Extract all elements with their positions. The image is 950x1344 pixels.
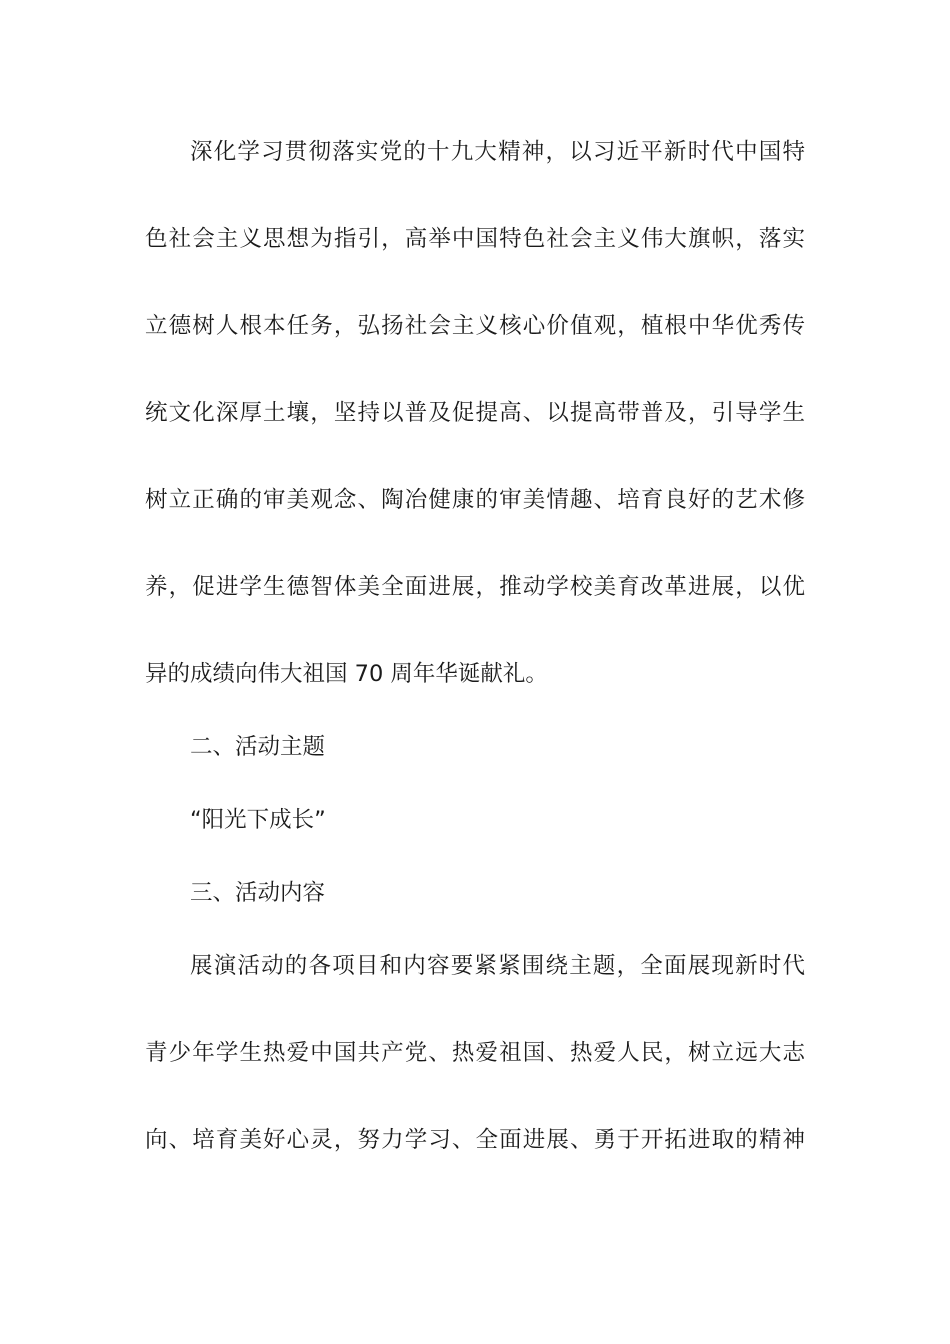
section-heading-content: 三、活动内容 bbox=[190, 880, 326, 906]
paragraph-line: 异的成绩向伟大祖国 70 周年华诞献礼。 bbox=[145, 661, 548, 687]
paragraph-line: 青少年学生热爱中国共产党、热爱祖国、热爱人民，树立远大志 bbox=[145, 1040, 805, 1066]
paragraph-line: 展演活动的各项目和内容要紧紧围绕主题，全面展现新时代 bbox=[190, 953, 805, 979]
paragraph-line: 色社会主义思想为指引，高举中国特色社会主义伟大旗帜，落实 bbox=[145, 226, 805, 252]
paragraph-line: 统文化深厚土壤，坚持以普及促提高、以提高带普及，引导学生 bbox=[145, 400, 805, 426]
paragraph-line: 树立正确的审美观念、陶冶健康的审美情趣、培育良好的艺术修 bbox=[145, 487, 805, 513]
paragraph-line: 养，促进学生德智体美全面进展，推动学校美育改革进展，以优 bbox=[145, 574, 805, 600]
paragraph-line: 向、培育美好心灵，努力学习、全面进展、勇于开拓进取的精神 bbox=[145, 1127, 805, 1153]
paragraph-line: 立德树人根本任务，弘扬社会主义核心价值观，植根中华优秀传 bbox=[145, 313, 805, 339]
theme-text: “阳光下成长” bbox=[190, 807, 326, 833]
paragraph-line: 深化学习贯彻落实党的十九大精神，以习近平新时代中国特 bbox=[190, 139, 805, 165]
section-heading-theme: 二、活动主题 bbox=[190, 734, 326, 760]
